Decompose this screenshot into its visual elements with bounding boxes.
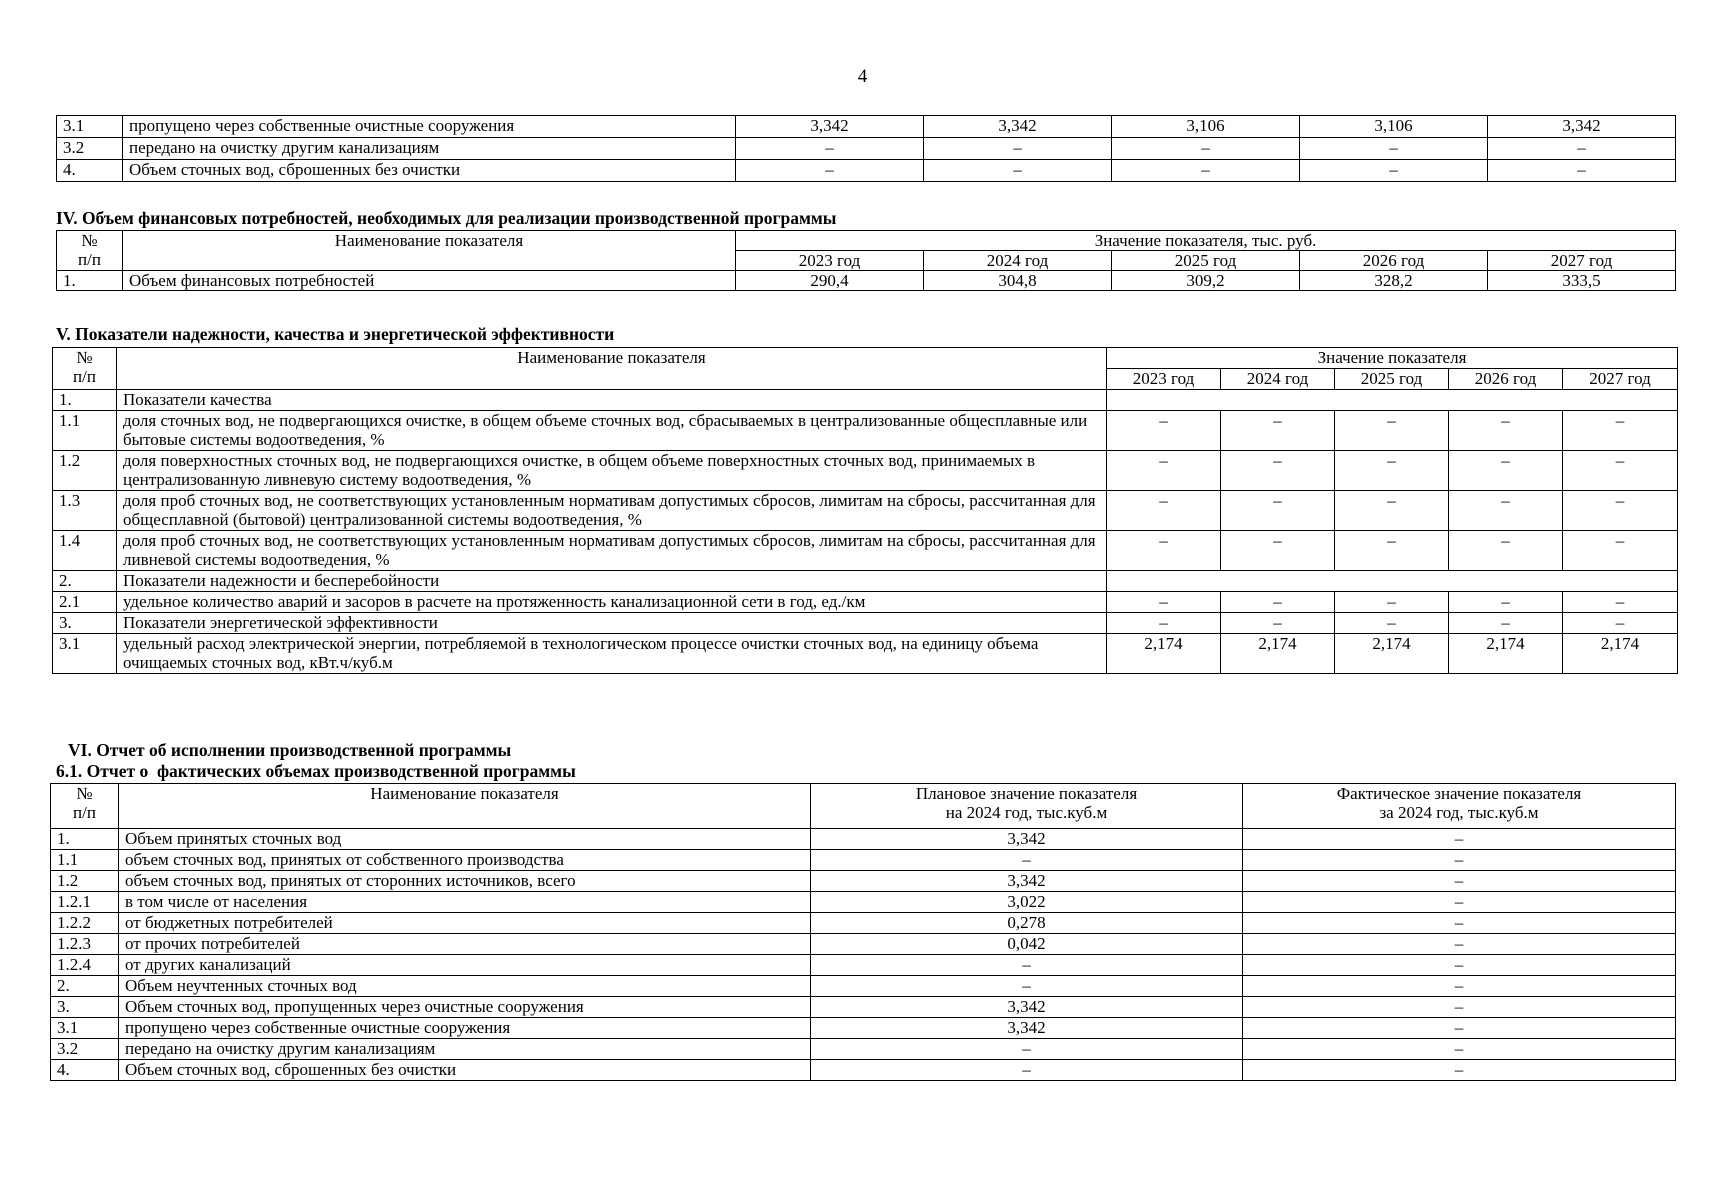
value-cell: –	[1221, 592, 1335, 613]
row-number: 2.1	[53, 592, 117, 613]
plan-value: 3,342	[811, 871, 1243, 892]
value-cell: 328,2	[1300, 271, 1488, 291]
row-number: 1.4	[53, 531, 117, 571]
value-cell: –	[1449, 451, 1563, 491]
row-number: 3.	[53, 613, 117, 634]
actual-volumes-table	[50, 783, 1676, 1081]
table-row	[57, 138, 1676, 160]
table-row	[57, 160, 1676, 182]
value-cell: –	[1449, 491, 1563, 531]
value-cell: 2,174	[1221, 634, 1335, 674]
reliability-table	[52, 347, 1678, 674]
indicator-name: Показатели качества	[117, 390, 1107, 411]
row-number: 3.2	[51, 1039, 119, 1060]
plan-value: 0,042	[811, 934, 1243, 955]
row-number: 1.2	[51, 871, 119, 892]
value-cell: –	[1107, 491, 1221, 531]
value-cell: –	[1107, 613, 1221, 634]
value-cell: –	[1112, 138, 1300, 160]
table-row	[53, 411, 1678, 451]
value-cell: –	[1107, 531, 1221, 571]
value-cell: –	[1221, 531, 1335, 571]
table-row	[51, 829, 1676, 850]
row-number: 1.	[51, 829, 119, 850]
value-cell: –	[1563, 531, 1678, 571]
indicator-name: Объем сточных вод, пропущенных через очистные сооружения	[119, 997, 811, 1018]
row-number: 4.	[51, 1060, 119, 1081]
value-cell: –	[1221, 491, 1335, 531]
value-cell: 309,2	[1112, 271, 1300, 291]
table-row	[51, 934, 1676, 955]
value-cell: –	[736, 160, 924, 182]
value-cell: 2,174	[1107, 634, 1221, 674]
table-row	[51, 850, 1676, 871]
value-cell: –	[924, 138, 1112, 160]
value-cell: 3,342	[924, 116, 1112, 138]
table-row	[51, 976, 1676, 997]
indicator-name: объем сточных вод, принятых от сторонних источников, всего	[119, 871, 811, 892]
indicator-name: удельное количество аварий и засоров в расчете на протяженность канализационной сети в год, ед./км	[117, 592, 1107, 613]
indicator-name: Объем принятых сточных вод	[119, 829, 811, 850]
value-cell: –	[1300, 160, 1488, 182]
plan-value: 3,342	[811, 997, 1243, 1018]
header-num: № п/п	[51, 784, 119, 829]
value-cell: 290,4	[736, 271, 924, 291]
plan-value: 3,022	[811, 892, 1243, 913]
value-cell: –	[1107, 411, 1221, 451]
table-row	[51, 1039, 1676, 1060]
value-cell: –	[1488, 138, 1676, 160]
table-row	[51, 913, 1676, 934]
value-cell: –	[736, 138, 924, 160]
fact-value: –	[1243, 850, 1676, 871]
plan-value: 0,278	[811, 913, 1243, 934]
fact-value: –	[1243, 1018, 1676, 1039]
group-row	[53, 390, 1678, 411]
table-row	[53, 531, 1678, 571]
value-cell: –	[1449, 411, 1563, 451]
header-name: Наименование показателя	[117, 348, 1107, 390]
indicator-name: в том числе от населения	[119, 892, 811, 913]
fact-value: –	[1243, 976, 1676, 997]
plan-value: 3,342	[811, 1018, 1243, 1039]
year-header: 2027 год	[1563, 369, 1678, 390]
indicator-name: удельный расход электрической энергии, потребляемой в технологическом процессе очистки сточных вод, на единицу объема очищаемых сточных вод, кВт.ч/куб.м	[117, 634, 1107, 674]
row-number: 1.3	[53, 491, 117, 531]
indicator-name: доля проб сточных вод, не соответствующих установленным нормативам допустимых сбросов, лимитам на сбросы, рассчитанная для общесплавной (бытовой) централизованной системы водоотведения, %	[117, 491, 1107, 531]
year-header: 2025 год	[1112, 251, 1300, 271]
indicator-name: доля проб сточных вод, не соответствующих установленным нормативам допустимых сбросов, лимитам на сбросы, рассчитанная для ливневой системы водоотведения, %	[117, 531, 1107, 571]
plan-value: –	[811, 1039, 1243, 1060]
value-cell: –	[924, 160, 1112, 182]
row-number: 1.	[53, 390, 117, 411]
row-number: 1.1	[53, 411, 117, 451]
value-cell: 304,8	[924, 271, 1112, 291]
value-cell: 2,174	[1449, 634, 1563, 674]
indicator-name: Объем финансовых потребностей	[123, 271, 736, 291]
fact-value: –	[1243, 955, 1676, 976]
year-header: 2026 год	[1300, 251, 1488, 271]
indicator-name: Показатели надежности и бесперебойности	[117, 571, 1107, 592]
row-number: 1.2.3	[51, 934, 119, 955]
year-header: 2025 год	[1335, 369, 1449, 390]
value-cell: –	[1300, 138, 1488, 160]
value-cell: 3,106	[1112, 116, 1300, 138]
financial-needs-table	[56, 230, 1676, 291]
plan-value: –	[811, 976, 1243, 997]
value-cell: –	[1335, 531, 1449, 571]
header-value: Значение показателя	[1107, 348, 1678, 369]
indicator-name: Объем сточных вод, сброшенных без очистки	[123, 160, 736, 182]
value-cell: –	[1563, 592, 1678, 613]
value-cell: –	[1563, 451, 1678, 491]
year-header: 2023 год	[1107, 369, 1221, 390]
row-number: 1.2.2	[51, 913, 119, 934]
value-cell: –	[1563, 613, 1678, 634]
indicator-name: от прочих потребителей	[119, 934, 811, 955]
indicator-name: доля сточных вод, не подвергающихся очистке, в общем объеме сточных вод, сбрасываемых в централизованные общесплавные или бытовые системы водоотведения, %	[117, 411, 1107, 451]
section-6-subtitle: 6.1. Отчет о фактических объемах производственной программы	[56, 761, 576, 781]
value-cell: –	[1221, 451, 1335, 491]
row-number: 2.	[53, 571, 117, 592]
value-cell: 3,342	[1488, 116, 1676, 138]
header-name: Наименование показателя	[123, 231, 736, 271]
table-row	[51, 1060, 1676, 1081]
value-cell: –	[1107, 451, 1221, 491]
year-header: 2024 год	[924, 251, 1112, 271]
year-header: 2024 год	[1221, 369, 1335, 390]
table-row	[53, 634, 1678, 674]
indicator-name: передано на очистку другим канализациям	[119, 1039, 811, 1060]
indicator-name: от бюджетных потребителей	[119, 913, 811, 934]
row-number: 1.	[57, 271, 123, 291]
value-cell: –	[1335, 613, 1449, 634]
value-cell: 2,174	[1335, 634, 1449, 674]
value-cell: –	[1107, 592, 1221, 613]
year-header: 2023 год	[736, 251, 924, 271]
row-number: 1.2	[53, 451, 117, 491]
fact-value: –	[1243, 1060, 1676, 1081]
table-row	[51, 892, 1676, 913]
value-cell: –	[1335, 491, 1449, 531]
row-number: 1.1	[51, 850, 119, 871]
value-cell: –	[1449, 531, 1563, 571]
table-row	[51, 997, 1676, 1018]
row-number: 3.1	[51, 1018, 119, 1039]
plan-value: –	[811, 850, 1243, 871]
group-row	[53, 571, 1678, 592]
value-cell: –	[1221, 411, 1335, 451]
row-number: 1.2.4	[51, 955, 119, 976]
value-cell: –	[1488, 160, 1676, 182]
year-header: 2026 год	[1449, 369, 1563, 390]
value-cell: –	[1112, 160, 1300, 182]
table-row	[51, 1018, 1676, 1039]
table-row	[53, 491, 1678, 531]
table-row	[53, 592, 1678, 613]
indicator-name: Объем неучтенных сточных вод	[119, 976, 811, 997]
plan-value: –	[811, 955, 1243, 976]
value-cell: –	[1335, 451, 1449, 491]
row-number: 1.2.1	[51, 892, 119, 913]
table-row	[57, 271, 1676, 291]
plan-value: 3,342	[811, 829, 1243, 850]
fact-value: –	[1243, 934, 1676, 955]
table-row	[51, 871, 1676, 892]
value-cell: 3,106	[1300, 116, 1488, 138]
value-cell: 3,342	[736, 116, 924, 138]
value-cell: –	[1563, 491, 1678, 531]
value-cell: –	[1221, 613, 1335, 634]
year-header: 2027 год	[1488, 251, 1676, 271]
row-number: 3.1	[53, 634, 117, 674]
plan-value: –	[811, 1060, 1243, 1081]
indicator-name: доля поверхностных сточных вод, не подвергающихся очистке, в общем объеме поверхностных сточных вод, принимаемых в централизованную ливневую систему водоотведения, %	[117, 451, 1107, 491]
table-row	[53, 613, 1678, 634]
fact-value: –	[1243, 997, 1676, 1018]
header-num: № п/п	[57, 231, 123, 271]
row-number: 3.	[51, 997, 119, 1018]
fact-value: –	[1243, 892, 1676, 913]
row-number: 4.	[57, 160, 123, 182]
fact-value: –	[1243, 829, 1676, 850]
header-num: № п/п	[53, 348, 117, 390]
empty-cell	[1107, 390, 1678, 411]
value-cell: 2,174	[1563, 634, 1678, 674]
table-row	[51, 955, 1676, 976]
row-number: 3.2	[57, 138, 123, 160]
value-cell: –	[1449, 613, 1563, 634]
empty-cell	[1107, 571, 1678, 592]
indicator-name: от других канализаций	[119, 955, 811, 976]
indicator-name: передано на очистку другим канализациям	[123, 138, 736, 160]
value-cell: –	[1449, 592, 1563, 613]
value-cell: –	[1563, 411, 1678, 451]
value-cell: –	[1335, 592, 1449, 613]
indicator-name: Показатели энергетической эффективности	[117, 613, 1107, 634]
section-4-title: IV. Объем финансовых потребностей, необходимых для реализации производственной программы	[56, 208, 837, 228]
page-number: 4	[857, 66, 868, 87]
table-row	[53, 451, 1678, 491]
indicator-name: объем сточных вод, принятых от собственного производства	[119, 850, 811, 871]
value-cell: –	[1335, 411, 1449, 451]
section-6-title: VI. Отчет об исполнении производственной программы	[68, 740, 512, 760]
fact-value: –	[1243, 1039, 1676, 1060]
indicator-name: пропущено через собственные очистные сооружения	[119, 1018, 811, 1039]
header-plan: Плановое значение показателя на 2024 год, тыс.куб.м	[811, 784, 1243, 829]
row-number: 2.	[51, 976, 119, 997]
section-5-title: V. Показатели надежности, качества и энергетической эффективности	[56, 324, 615, 344]
fact-value: –	[1243, 913, 1676, 934]
table-row	[57, 116, 1676, 138]
indicator-name: пропущено через собственные очистные сооружения	[123, 116, 736, 138]
header-name: Наименование показателя	[119, 784, 811, 829]
header-fact: Фактическое значение показателя за 2024 год, тыс.куб.м	[1243, 784, 1676, 829]
row-number: 3.1	[57, 116, 123, 138]
header-value: Значение показателя, тыс. руб.	[736, 231, 1676, 251]
value-cell: 333,5	[1488, 271, 1676, 291]
indicator-name: Объем сточных вод, сброшенных без очистки	[119, 1060, 811, 1081]
continuation-table	[56, 115, 1676, 182]
fact-value: –	[1243, 871, 1676, 892]
